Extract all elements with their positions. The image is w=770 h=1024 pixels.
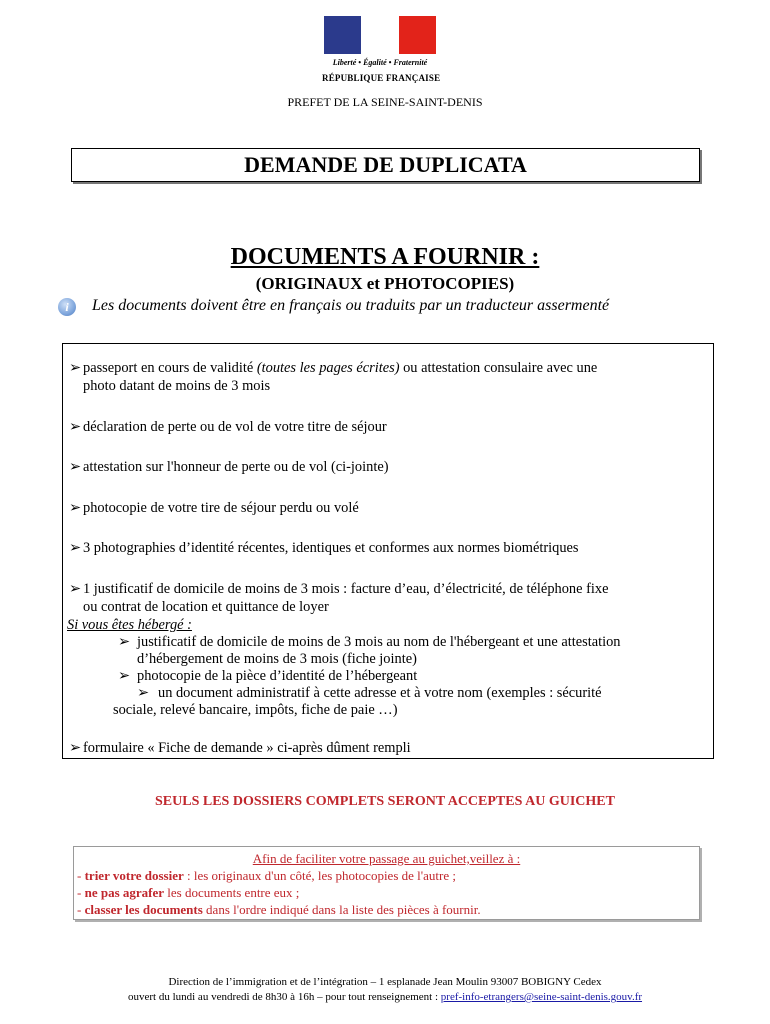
arrow-bullet-icon: ➢	[69, 360, 82, 376]
arrow-bullet-icon: ➢	[69, 419, 82, 435]
arrow-bullet-icon: ➢	[69, 740, 82, 756]
info-icon: i	[58, 298, 76, 316]
guichet-instructions-title: Afin de faciliter votre passage au guichet,veillez à :	[252, 851, 521, 866]
arrow-bullet-icon: ➢	[69, 459, 82, 475]
republique-francaise-label: RÉPUBLIQUE FRANÇAISE	[322, 73, 441, 83]
instruction-line: - classer les documents dans l'ordre indiqué dans la liste des pièces à fournir.	[77, 902, 481, 917]
arrow-bullet-icon: ➢	[118, 668, 131, 684]
translation-note: Les documents doivent être en français ou traduits par un traducteur assermenté	[92, 297, 610, 314]
documents-subtitle: (ORIGINAUX et PHOTOCOPIES)	[255, 274, 515, 293]
list-item: ➢ 1 justificatif de domicile de moins de 3 mois : facture d’eau, d’électricité, de téléphone fixe ou contrat de location et quittance de loyer	[69, 581, 609, 615]
arrow-bullet-icon: ➢	[69, 540, 82, 556]
guichet-instructions-box	[73, 846, 700, 920]
complete-files-warning: SEULS LES DOSSIERS COMPLETS SERONT ACCEPTES AU GUICHET	[155, 794, 615, 809]
instruction-line: - ne pas agrafer les documents entre eux ;	[77, 885, 300, 900]
list-item: ➢ attestation sur l'honneur de perte ou de vol (ci-jointe)	[69, 459, 389, 475]
arrow-bullet-icon: ➢	[69, 581, 82, 597]
sub-list-item-continued: d’hébergement de moins de 3 mois (fiche jointe)	[137, 651, 417, 667]
footer-address: Direction de l’immigration et de l’intégration – 1 esplanade Jean Moulin 93007 BOBIGNY Cedex	[168, 976, 602, 988]
instruction-line: - trier votre dossier : les originaux d'un côté, les photocopies de l'autre ;	[77, 868, 456, 883]
marianne-logo	[322, 16, 441, 86]
footer-hours: ouvert du lundi au vendredi de 8h30 à 16h – pour tout renseignement : pref-info-etrangers@seine-saint-denis.gouv.fr	[127, 991, 643, 1003]
list-item: ➢ photocopie de votre tire de séjour perdu ou volé	[69, 500, 359, 516]
heberge-label: Si vous êtes hébergé :	[67, 617, 192, 633]
page-title: DEMANDE DE DUPLICATA	[244, 152, 527, 177]
french-flag-icon	[324, 16, 436, 54]
list-item: ➢ déclaration de perte ou de vol de votre titre de séjour	[69, 419, 387, 435]
sub-list-item: ➢ un document administratif à cette adresse et à votre nom (exemples : sécurité sociale, relevé bancaire, impôts, fiche de paie …)	[113, 685, 602, 718]
list-item: ➢ passeport en cours de validité (toutes les pages écrites) ou attestation consulaire avec une photo datant de moins de 3 mois	[69, 360, 598, 394]
sub-list-item: ➢ justificatif de domicile de moins de 3 mois au nom de l'hébergeant et une attestation	[118, 634, 621, 650]
republic-motto: Liberté • Égalité • Fraternité	[332, 58, 428, 67]
sub-list-item: ➢ photocopie de la pièce d’identité de l’hébergeant	[118, 668, 418, 684]
documents-list	[62, 343, 714, 759]
list-item: ➢ formulaire « Fiche de demande » ci-après dûment rempli	[69, 740, 411, 756]
list-item: ➢ 3 photographies d’identité récentes, identiques et conformes aux normes biométriques	[69, 540, 579, 556]
arrow-bullet-icon: ➢	[137, 685, 150, 701]
title-box	[71, 148, 700, 182]
documents-title: DOCUMENTS A FOURNIR :	[230, 244, 540, 270]
prefet-heading: PREFET DE LA SEINE-SAINT-DENIS	[287, 95, 483, 109]
arrow-bullet-icon: ➢	[69, 500, 82, 516]
contact-email-link[interactable]: pref-info-etrangers@seine-saint-denis.gouv.fr	[440, 991, 643, 1003]
arrow-bullet-icon: ➢	[118, 634, 131, 650]
